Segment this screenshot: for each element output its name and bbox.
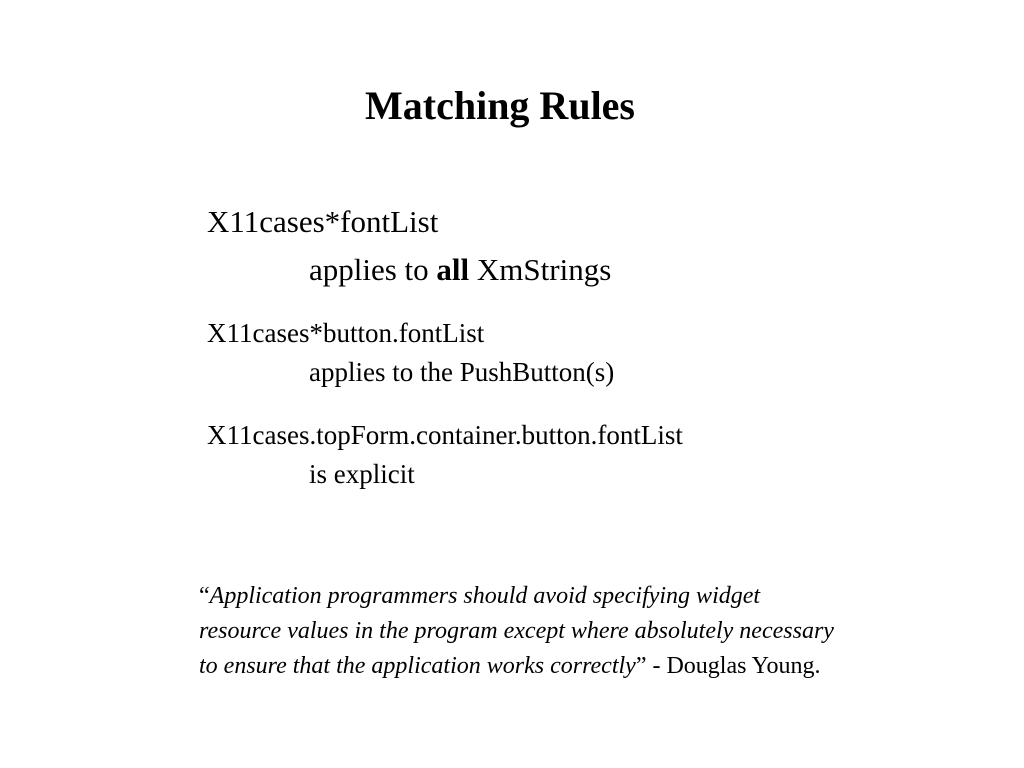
matching-rule-explicit bbox=[207, 416, 683, 494]
rule-expression: X11cases.topForm.container.button.fontList bbox=[207, 420, 683, 450]
quote-text-line-1: Application programmers should avoid specifying widget bbox=[209, 583, 761, 609]
quote-open-mark: “ bbox=[199, 583, 210, 609]
rule-description-text-end: XmStrings bbox=[469, 252, 612, 287]
quote-line-1 bbox=[199, 579, 989, 614]
rule-description: is explicit bbox=[309, 459, 415, 489]
rule-expression: X11cases*button.fontList bbox=[207, 318, 485, 348]
matching-rule-global bbox=[207, 198, 611, 294]
rule-description: applies to the PushButton(s) bbox=[309, 357, 615, 387]
rule-description-emphasis: all bbox=[436, 252, 470, 287]
quote-close-mark: ” bbox=[635, 653, 647, 679]
quote-text-line-2: resource values in the program except where absolutely necessary bbox=[199, 618, 834, 644]
slide-title: Matching Rules bbox=[365, 83, 635, 128]
rule-description bbox=[207, 246, 611, 294]
rule-description-text: applies to bbox=[309, 252, 437, 287]
quote-line-2 bbox=[199, 614, 989, 649]
quote-text-line-3: to ensure that the application works correctly bbox=[199, 653, 636, 679]
quote-attribution: - Douglas Young. bbox=[646, 653, 821, 679]
matching-rule-button bbox=[207, 314, 614, 392]
rule-expression: X11cases*fontList bbox=[207, 204, 439, 239]
author-quote bbox=[199, 579, 989, 684]
quote-line-3 bbox=[199, 649, 989, 684]
